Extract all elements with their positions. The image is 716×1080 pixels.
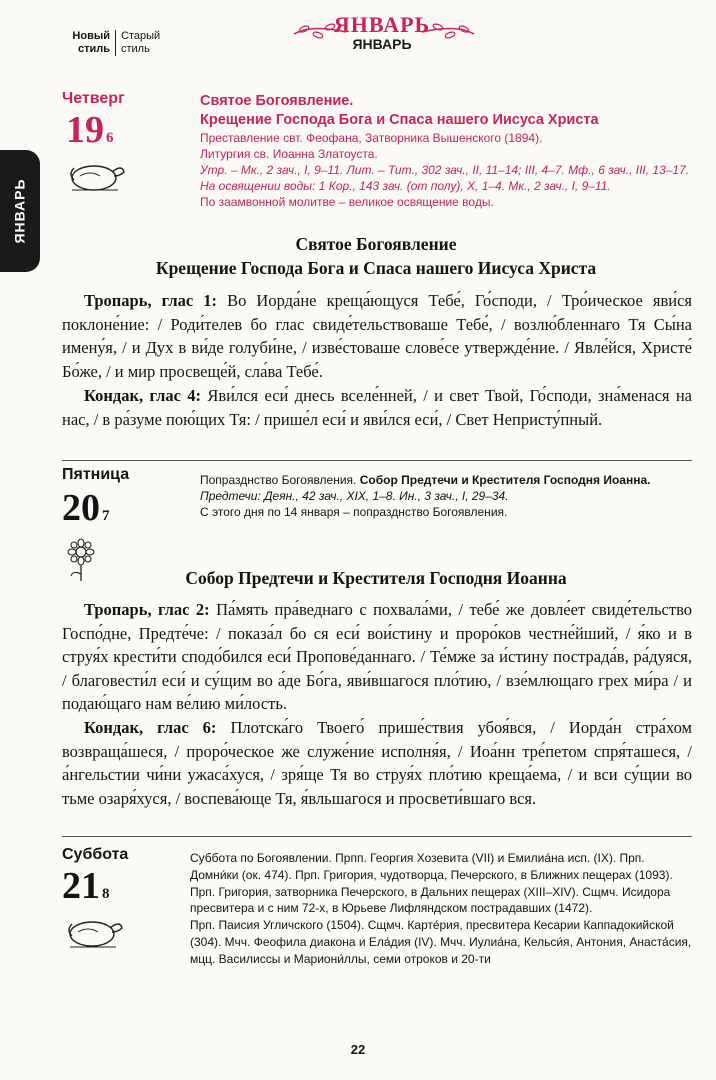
day20-old-date: 7 — [102, 508, 110, 524]
day19-line1: Преставление свт. Феофана, Затворника Вышенского (1894). — [200, 131, 543, 145]
day20-heading: Собор Предтечи и Крестителя Господня Иоанна — [185, 568, 567, 588]
day19-title2: Крещение Господа Бога и Спаса нашего Иисуса Христа — [200, 112, 599, 128]
day19-line2: Литургия св. Иоанна Златоуста. — [200, 147, 378, 161]
month-header — [282, 12, 482, 52]
day19-heading — [62, 232, 690, 280]
old-style-label: Старый — [121, 30, 161, 42]
day19-kontakion-label: Кондак, глас 4: — [84, 386, 202, 405]
day21-note2: Прп. Паисия Угличского (1504). Сщмч. Карте́рия, пресвитера Кесарии Каппадокийской (304). Мчч. Феофила диакона и Ела́дия (IV). Мчч. Иулиа́на, Кельси́я, Антония, Анаста́сия, мцц. Василиссы и Мариони́ллы, семи отроков и 20-ти — [190, 918, 692, 966]
day21-date — [62, 864, 110, 908]
day19-readings: Утр. – Мк., 2 зач., I, 9–11. Лит. – Тит., 302 зач., II, 11–14; III, 4–7. Мф., 6 зач., III, 13–17. На освящении воды: 1 Кор., 143 зач. (от полу), X, 1–4. Мк., 2 зач., I, 9–11. — [200, 163, 690, 193]
day19-heading1: Святое Богоявление — [295, 234, 457, 254]
day20-note-plain: Попразднство Богоявления. — [200, 473, 357, 487]
day19-troparion — [62, 289, 692, 383]
day19-line4: По заамвонной молитве – великое освящение воды. — [200, 195, 494, 209]
month-title: ЯНВАРЬ — [352, 36, 412, 52]
day19-title: Святое Богоявление. — [200, 93, 354, 109]
day20-kontakion-label: Кондак, глас 6: — [84, 718, 217, 737]
new-style-label: Новый — [72, 30, 110, 42]
day19-kontakion — [62, 384, 692, 431]
divider — [62, 460, 692, 461]
day21-weekday: Суббота — [62, 846, 129, 863]
day20-troparion-label: Тропарь, глас 2: — [84, 600, 210, 619]
day19-troparion-label: Тропарь, глас 1: — [84, 291, 217, 310]
side-tab-label: ЯНВАРЬ — [12, 178, 29, 244]
day20-kontakion — [62, 716, 692, 810]
month-side-tab — [0, 150, 40, 272]
day19-troparion-text: Во Иорда́не креща́ющуся Тебе́, Го́споди, / Тро́ическое яви́ся поклоне́ние: / Роди́телев бо глас свиде́тельствоваше Тебе́, / возлю́бленнаго Тя Сы́на имену́я, / и Дух в ви́де голуби́не, / изве́стоваше слове́се утвержде́ние. / Явле́йся, Христе́ Бо́же, / и мир просвеще́й, сла́ва Тебе́. — [62, 291, 693, 381]
divider — [62, 836, 692, 837]
roast-bird-icon — [64, 912, 126, 952]
day20-weekday: Пятница — [62, 466, 130, 483]
day19-weekday: Четверг — [62, 90, 125, 107]
day20-date — [62, 486, 110, 530]
day21-old-date: 8 — [102, 886, 110, 902]
day19-heading2: Крещение Господа Бога и Спаса нашего Иисуса Христа — [155, 258, 597, 278]
page-number: 22 — [350, 1042, 366, 1057]
day20-troparion-text: Па́мять пра́веднаго с похвала́ми, / тебе́ же довле́ет свиде́тельство Госпо́дне, Предте́че: / показа́л бо ся еси́ вои́стину и проро́ков честне́йший, / я́ко и в струя́х крести́ти сподо́бился еси́ Пропове́даннаго. / Те́мже за и́стину пострада́в, ра́дуяся, / благовести́л еси́ и су́щим во а́де Бо́га, яви́вшагося пло́тию, / взе́млющаго грех ми́ра / и подаю́щаго нам ве́лию ми́лость. — [62, 600, 693, 713]
day21-new-date: 21 — [62, 865, 100, 907]
day20-kontakion-text: Плотска́го Твоего́ прише́ствия убоя́вся, / Иорда́н стра́хом возвраща́шеся, / проро́ческое же служе́ние исполня́я, / Иоа́нн тре́петом спря́ташеся, / а́нгельстии чи́ни ужаса́хуся, / зря́ще Тя во струя́х пло́тию креща́ема, / и вси су́щии во тьме озаря́хуся, / воспева́юще Тя, я́вльшагося и просвети́вшаго вся. — [62, 718, 692, 808]
day19-kontakion-text: Яви́лся еси́ днесь вселе́нней, / и свет Твой, Го́споди, зна́менася на нас, / в ра́зуме пою́щих Тя: / прише́л еси́ и яви́лся еси́, / Свет Непристу́пный. — [62, 386, 693, 429]
style-legend — [62, 30, 160, 56]
day21-calendar-note — [190, 850, 696, 968]
day19-old-date: 6 — [106, 130, 114, 146]
day21-note1: Суббота по Богоявлении. Прпп. Георгия Хозевита (VII) и Емилиа́на исп. (IX). Прп. Домни́ки (ок. 474). Прп. Григория, чудотворца, Печерского, в Ближних пещерах (1093). Прп. Григория, затворника Печерского, в Дальних пещерах (XIII–XIV). Сщмч. Исидора пресвитера и с ним 72-х, в Юрьеве Лифляндском пострадавших (1472). — [190, 851, 673, 916]
day20-calendar-note — [200, 472, 695, 520]
day19-calendar-note — [200, 92, 695, 210]
day20-readings: Предтечи: Деян., 42 зач., XIX, 1–8. Ин., 3 зач., I, 29–34. — [200, 489, 509, 503]
day19-new-date: 19 — [66, 109, 104, 151]
day20-new-date: 20 — [62, 487, 100, 529]
day20-troparion — [62, 598, 692, 716]
month-slavonic-title: ЯНВАРЬ — [333, 12, 431, 37]
new-style-label2: стиль — [77, 43, 110, 55]
old-style-label2: стиль — [121, 43, 150, 55]
roast-bird-icon — [66, 154, 128, 194]
day20-afterfeast: С этого дня по 14 января – попразднство Богоявления. — [200, 505, 508, 519]
day20-note-bold: Собор Предтечи и Крестителя Господня Иоанна. — [359, 473, 651, 487]
day19-date — [66, 108, 114, 152]
